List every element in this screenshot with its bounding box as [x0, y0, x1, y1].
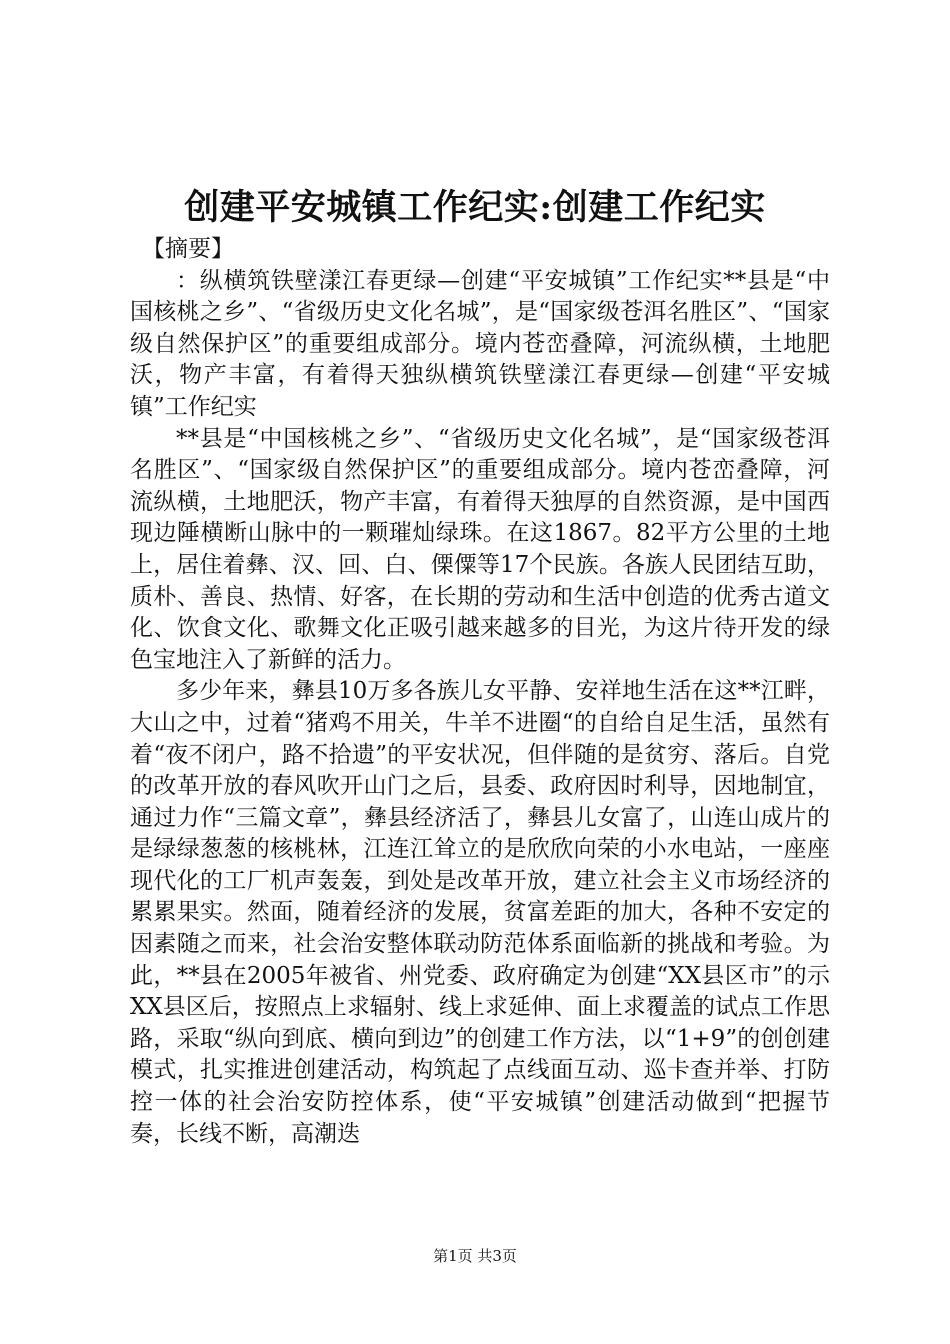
page-number-footer: 第1页 共3页: [433, 1247, 517, 1265]
abstract-paragraph: ：纵横筑铁壁漾江春更绿—创建“平安城镇”工作纪实**县是“中国核桃之乡”、“省级历史文化名城”，是“国家级苍洱名胜区”、“国家级自然保护区”的重要组成部分。境内苍峦叠障，河流纵横，土地肥沃，物产丰富，有着得天独纵横筑铁壁漾江春更绿—创建“平安城镇”工作纪实: [130, 267, 830, 420]
abstract-heading: 【摘要】: [142, 236, 234, 262]
document-title: 创建平安城镇工作纪实:创建工作纪实: [184, 187, 766, 228]
body-paragraph-history: 多少年来，彝县10万多各族儿女平静、安祥地生活在这**江畔，大山之中，过着“猪鸡不用关，牛羊不进圈“的自给自足生活，虽然有着“夜不闭户，路不拾遗”的平安状况，但伴随的是贫穷、落后。自党的改革开放的春风吹开山门之后，县委、政府因时利导，因地制宜，通过力作“三篇文章”，彝县经济活了，彝县儿女富了，山连山成片的是绿绿葱葱的核桃林，江连江耸立的是欣欣向荣的小水电站，一座座现代化的工厂机声轰轰，到处是改革开放，建立社会主义市场经济的累累果实。然面，随着经济的发展，贫富差距的加大，各种不安定的因素随之而来，社会治安整体联动防范体系面临新的挑战和考验。为此，**县在2005年被省、州党委、政府确定为创建“XX县区市”的示XX县区后，按照点上求辐射、线上求延伸、面上求覆盖的试点工作思路，采取“纵向到底、横向到边”的创建工作方法，以“1+9”的创创建模式，扎实推进创建活动，构筑起了点线面互动、巡卡查并举、打防控一体的社会治安防控体系，使“平安城镇”创建活动做到“把握节奏，长线不断，高潮迭: [130, 678, 830, 1147]
document-body: [130, 234, 830, 1150]
body-paragraph-intro: **县是“中国核桃之乡”、“省级历史文化名城”，是“国家级苍洱名胜区”、“国家级自然保护区”的重要组成部分。境内苍峦叠障，河流纵横，土地肥沃，物产丰富，有着得天独厚的自然资源，是中国西现边陲横断山脉中的一颗璀灿绿珠。在这1867。82平方公里的土地上，居住着彝、汉、回、白、傈僳等17个民族。各族人民团结互助，质朴、善良、热情、好客，在长期的劳动和生活中创造的优秀古道文化、饮食文化、歌舞文化正吸引越来越多的目光，为这片待开发的绿色宝地注入了新鲜的活力。: [130, 425, 830, 673]
